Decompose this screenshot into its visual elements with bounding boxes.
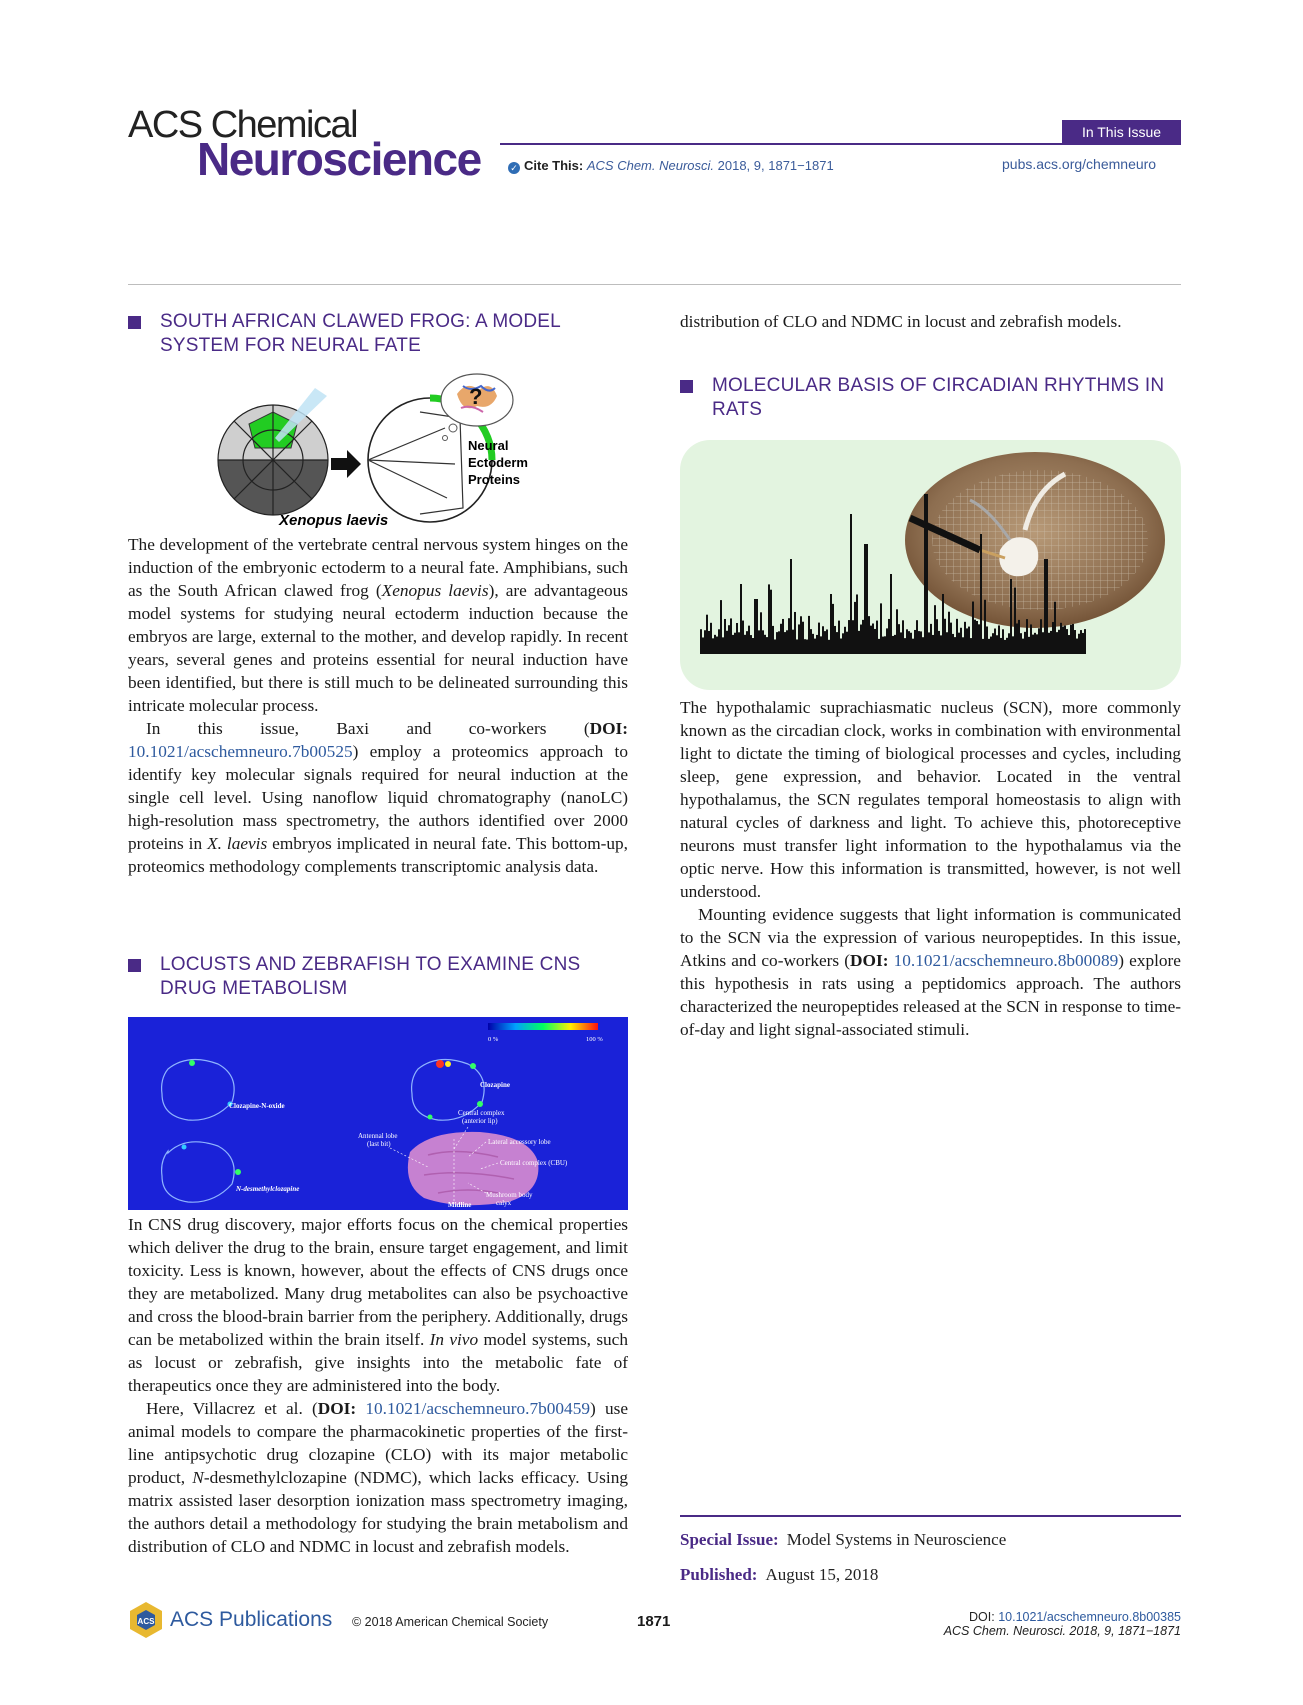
spectrum-peak [814,639,816,654]
spectrum-peak [752,638,754,654]
spectrum-peak [726,631,728,654]
spectrum-peak [1020,633,1022,654]
section1-body [128,533,628,878]
spectrum-peak [996,635,998,654]
spectrum-peak [1026,619,1028,654]
msi-brain-figure [128,1017,628,1210]
section2-paragraph-1 [128,1213,628,1397]
spectrum-peak [944,619,946,654]
spectrum-peak [960,628,962,654]
spectrum-peak [1084,629,1086,654]
section2-body-left [128,1213,628,1581]
label-clozapine: Clozapine [480,1081,510,1089]
spectrum-peak [742,621,744,654]
spectrum-peak [1036,634,1038,654]
label-lateral-accessory-lobe: Lateral accessory lobe [488,1138,551,1146]
label-antennal-lobe-2: (last bit) [367,1140,391,1148]
spectrum-peak [1014,588,1016,654]
section3-body [680,696,1181,1041]
species-name: Xenopus laevis [381,581,489,600]
spectrum-peak [1000,638,1002,654]
spectrum-peak [930,624,932,654]
spectrum-peak [1072,624,1074,654]
in-vivo-term: In vivo [429,1330,479,1349]
label-n-desmethylclozapine: N-desmethylclozapine [236,1185,300,1193]
spectrum-peak [1002,629,1004,654]
section-square-icon [128,316,141,329]
spectrum-peak [1046,559,1048,654]
spectrum-peak [772,626,774,654]
spectrum-peak [924,494,926,654]
label-central-complex-cbu: Central complex (CBU) [500,1159,568,1167]
spectrum-peak [774,639,776,654]
spectrum-peak [1008,633,1010,654]
spectrum-peak [746,631,748,654]
label-midline: Midline [448,1201,472,1209]
spectrum-peak [720,600,722,654]
question-mark: ? [469,384,483,409]
spectrum-peak [810,629,812,654]
spectrum-peak [780,624,782,654]
spectrum-peak [722,637,724,654]
spectrum-peak [794,612,796,654]
spectrum-peak [824,631,826,654]
spectrum-peak [776,632,778,654]
spectrum-peak [740,584,742,654]
spectrum-peak [724,619,726,654]
spectrum-peak [744,635,746,654]
spectrum-peak [1010,579,1012,654]
spectrum-peak [982,639,984,654]
spectrum-peak [1042,632,1044,654]
spectrum-peak [928,632,930,654]
spectrum-peak [976,621,978,654]
section2-body-continued [680,310,1181,333]
spectrum-peak [826,629,828,654]
spectrum-peak [872,623,874,654]
spectrum-peak [1080,630,1082,654]
header-bottom-rule [128,284,1181,285]
section-heading-frog [128,310,561,358]
spectrum-peak [932,635,934,654]
spectrum-peak [820,636,822,654]
spectrum-peak [800,616,802,654]
spectrum-peak [790,559,792,654]
text-run: ) use animal models to compare the pharmacokinetic properties of the first-line antipsychotic drug clozapine (CLO) with its major metabolic product, [128,1399,628,1487]
text-run: In CNS drug discovery, major efforts focus on the chemical properties which deliver the drug to the brain, ensure target engagement, and limit toxicity. Less is known, however, about the effects of CNS drugs once they are metabolized. Many drug metabolites can also be psychoactive and cross the blood-brain barrier from the periphery. Additionally, drugs can be metabolized within the brain itself. [128,1215,628,1349]
msi-background [128,1017,628,1210]
published-line [680,1565,878,1585]
spectrum-peak [718,629,720,654]
spectrum-peak [808,616,810,654]
spectrum-peak [822,626,824,654]
spectrum-peak [1018,620,1020,654]
footer-doi-label: DOI: [969,1610,995,1624]
spectrum-peak [778,631,780,654]
spectrum-peak [884,636,886,654]
spectrum-peak [864,544,866,654]
spectrum-peak [956,619,958,654]
spectrum-peak [948,612,950,654]
spectrum-peak [914,630,916,654]
journal-logo-top: ACS Chemical [128,104,358,146]
spectrum-peak [748,626,750,654]
spectrum-peak [1034,633,1036,654]
spectrum-peak [986,626,988,654]
spectrum-peak [738,632,740,654]
spectrum-peak [968,627,970,654]
doi-label: DOI: [589,719,628,738]
embryo-left [218,388,328,515]
spectrum-peak [1044,559,1046,654]
spectrum-peak [766,637,768,654]
spectrum-peak [878,639,880,654]
spectrum-peak [1052,622,1054,654]
spectrum-peak [910,633,912,654]
spectrum-peak [716,637,718,654]
spectrum-peak [990,637,992,654]
label-central-complex-lip-2: (anterior lip) [462,1117,498,1125]
spectrum-peak [868,616,870,654]
spectrum-peak [838,621,840,654]
text-run: ) employ a proteomics approach to identify key molecular signals required for neural induction at the single cell level. Using nanoflow liquid chromatography (nanoLC) high-resolution mass spectrometry, the authors identified over 2000 proteins in [128,742,628,853]
label-mushroom-body-2: calyx [496,1199,512,1207]
spectrum-peak [874,629,876,654]
spectrum-peak [1074,630,1076,654]
journal-url-link[interactable]: pubs.acs.org/chemneuro [1002,156,1157,172]
text-run: In this issue, Baxi and co-workers ( [146,719,590,738]
spectrum-peak [812,634,814,654]
spectrum-peak [936,619,938,654]
spectrum-peak [894,635,896,654]
label-central-complex-lip-1: Central complex [458,1109,505,1117]
spectrum-peak [994,629,996,654]
spectrum-peak [938,631,940,654]
doi-link-atkins[interactable]: 10.1021/acschemneuro.8b00089 [893,951,1119,970]
label-clozapine-n-oxide: Clozapine-N-oxide [229,1102,285,1110]
published-label: Published: [680,1565,758,1584]
spectrum-peak [926,494,928,654]
spectrum-peak [760,612,762,654]
heading-line-1: LOCUSTS AND ZEBRAFISH TO EXAMINE CNS [160,954,581,975]
text-run: Here, Villacrez et al. ( [146,1399,318,1418]
spectrum-peak [876,621,878,654]
copyright: © 2018 American Chemical Society [352,1615,549,1629]
spectrum-peak [1032,635,1034,654]
spectrum-peak [1030,624,1032,654]
spectrum-peak [900,632,902,654]
heading-line-2: RATS [712,399,763,420]
spectrum-peak [832,604,834,654]
spectrum-peak [1004,640,1006,654]
footer-doi [944,1610,1181,1638]
spectrum-peak [964,622,966,654]
spectrum-peak [908,631,910,654]
spectrum-peak [870,626,872,654]
spectrum-peak [736,623,738,654]
cite-reference[interactable]: 2018, 9, 1871−1871 [717,158,834,173]
spectrum-peak [1038,628,1040,654]
spectrum-peak [880,603,882,654]
label-antennal-lobe-1: Antennal lobe [358,1132,398,1140]
label-mushroom-body-1: Mushroom body [486,1191,533,1199]
heading-line-1: SOUTH AFRICAN CLAWED FROG: A MODEL [160,311,561,332]
spectrum-peak [896,609,898,654]
section2-paragraph-2 [128,1397,628,1581]
svg-text:ACS: ACS [137,1617,155,1626]
spectrum-peak [784,632,786,654]
spectrum-peak [916,620,918,654]
doi-label: DOI: [317,1399,357,1418]
special-issue-value: Model Systems in Neuroscience [786,1530,1007,1549]
text-run: Mounting evidence suggests that light information is communicated to the SCN via the expression of various neuropeptides. In this issue, Atkins and co-workers ( [680,905,1181,970]
text-run: -desmethylclozapine (NDMC), which lacks efficacy. Using matrix assisted laser desorption ionization mass spectrometry imaging, the authors detail a methodology for studying the brain metabolism and distribution of CLO and NDMC in locust and zebrafish models. [128,1468,628,1556]
spectrum-peak [796,639,798,654]
spectrum-peak [922,637,924,654]
text-run: model systems, such as locust or zebrafish, give insights into the metabolic fate of therapeutics once they are administered into the body. [128,1330,628,1395]
spectrum-peak [1058,630,1060,654]
spectrum-peak [1012,636,1014,654]
spectrum-peak [756,599,758,654]
spectrum-peak [840,638,842,654]
species-name: X. laevis [207,834,268,853]
spectrum-peak [1082,633,1084,654]
spectrum-peak [730,618,732,654]
spectrum-peak [972,602,974,654]
spectrum-peak [762,630,764,654]
spectrum-peak [898,624,900,654]
spectrum-peak [934,605,936,654]
spectrum-peak [846,632,848,654]
label-neural: Neural [468,438,509,453]
spectrum-peak [952,634,954,654]
footer-citation: ACS Chem. Neurosci. 2018, 9, 1871−1871 [943,1624,1181,1638]
spectrum-peak [860,625,862,654]
spectrum-peak [856,594,858,654]
section-heading-locust [128,953,580,1001]
section-heading-circadian [680,374,1164,422]
spectrum-peak [816,635,818,654]
spectrum-peak [828,640,830,654]
intensity-scale-bar [488,1023,598,1030]
spectrum-peak [700,629,702,654]
special-issue-rule [680,1515,1181,1517]
spectrum-peak [920,631,922,654]
spectrum-peak [706,615,708,654]
section1-paragraph-2 [128,717,628,878]
section2-paragraph-2-continued: distribution of CLO and NDMC in locust and zebrafish models. [680,312,1122,331]
spectrum-peak [1022,639,1024,654]
spectrum-peak [890,574,892,654]
spectrum-peak [970,638,972,654]
spectrum-peak [768,584,770,654]
spectrum-peak [848,620,850,654]
page-number: 1871 [637,1613,671,1630]
spectrum-peak [974,620,976,654]
special-issue-line [680,1530,1006,1550]
in-this-issue-badge: In This Issue [1062,120,1181,145]
label-ectoderm: Ectoderm [468,455,528,470]
spectrum-peak [988,639,990,654]
cite-line [508,158,834,174]
spectrum-peak [710,623,712,654]
spectrum-peak [1040,619,1042,654]
spectrum-peak [1048,633,1050,654]
spectrum-peak [912,639,914,654]
italic-n: N [192,1468,204,1487]
acs-hex-logo-icon [126,1600,166,1640]
spectrum-peak [1006,638,1008,654]
spectrum-peak [1070,625,1072,654]
spectrum-peak [854,602,856,654]
text-run: embryos implicated in neural fate. This bottom-up, proteomics methodology complements transcriptomic analysis data. [128,834,629,876]
footer-doi-link[interactable]: 10.1021/acschemneuro.8b00385 [998,1610,1181,1624]
spectrum-peak [834,626,836,654]
spectrum-peak [886,628,888,654]
spectrum-peak [978,624,980,654]
spectrum-peak [850,514,852,654]
figure-caption-xenopus: Xenopus laevis [279,512,389,529]
spectrum-peak [1066,629,1068,654]
section-square-icon [128,959,141,972]
spectrum-peak [892,636,894,654]
cite-journal[interactable]: ACS Chem. Neurosci. [586,158,715,173]
heading-line-2: SYSTEM FOR NEURAL FATE [160,335,421,356]
spectrum-peak [1076,639,1078,654]
spectrum-peak [764,635,766,654]
spectrum-peak [750,635,752,654]
spectrum-peak [954,637,956,654]
spectrum-peak [754,599,756,654]
spectrum-peak [782,619,784,654]
scale-min: 0 % [488,1036,499,1043]
spectrum-peak [802,622,804,654]
spectrum-peak [980,534,982,654]
spectrum-peak [852,620,854,654]
spectrum-peak [904,638,906,654]
spectrum-peak [1068,635,1070,654]
journal-logo-bottom: Neuroscience [197,133,481,185]
spectrum-peak [804,639,806,654]
acs-publications-link[interactable]: ACS Publications [170,1608,333,1631]
spectrum-peak [712,638,714,654]
spectrum-peak [786,630,788,654]
text-run: ) explore this hypothesis in rats using a peptidomics approach. The authors characterized the neuropeptides released at the SCN in response to time-of-day and light signal-associated stimuli. [680,951,1181,1039]
spectrum-peak [806,640,808,654]
xenopus-embryo-figure [215,368,545,530]
spectrum-peak [792,630,794,654]
doi-label: DOI: [850,951,889,970]
text-run: The development of the vertebrate central nervous system hinges on the induction of the embryonic ectoderm to a neural fate. Amphibians, such as the South African clawed frog ( [128,535,628,600]
spectrum-peak [1028,637,1030,654]
spectrum-peak [1016,623,1018,654]
spectrum-peak [1060,623,1062,654]
spectrum-peak [888,619,890,654]
spectrum-peak [950,623,952,654]
section3-paragraph-2 [680,903,1181,1041]
heading-line-1: MOLECULAR BASIS OF CIRCADIAN RHYTHMS IN [712,375,1165,396]
spectrum-peak [962,637,964,654]
section3-paragraph-1: The hypothalamic suprachiasmatic nucleus (SCN), more commonly known as the circadian clock, works in combination with environmental light to dictate the timing of biological processes and cycles, including sleep, gene expression, and behavior. Located in the ventral hypothalamus, the SCN regulates temporal homeostasis to align with natural cycles of darkness and light. To achieve this, photoreceptive neurons must transfer light information to the hypothalamus via the optic nerve. How this information is transmitted, however, is not well understood. [680,698,1181,901]
doi-link-baxi[interactable]: 10.1021/acschemneuro.7b00525 [128,742,353,761]
spectrum-peak [940,635,942,654]
spectrum-peak [708,631,710,654]
spectrum-peak [1054,602,1056,654]
spectrum-peak [728,625,730,654]
spectrum-peak [1056,632,1058,654]
spectrum-peak [942,594,944,654]
verified-check-icon: ✓ [508,162,520,174]
spectrum-peak [836,632,838,654]
spectrum-peak [902,620,904,654]
spectrum-peak [788,618,790,654]
arrow-right-icon [331,450,361,478]
spectrum-peak [732,635,734,654]
spectrum-peak [984,600,986,654]
section-square-icon [680,380,693,393]
special-issue-label: Special Issue: [680,1530,779,1549]
spectrum-peak [998,625,1000,654]
label-proteins: Proteins [468,472,521,487]
spectrum-peak [946,632,948,654]
scale-max: 100 % [586,1036,603,1043]
spectrum-peak [958,633,960,654]
spectrum-peak [966,628,968,654]
spectrum-peak [844,627,846,654]
published-value: August 15, 2018 [765,1565,879,1584]
spectrum-peak [770,590,772,654]
spectrum-peak [1050,631,1052,654]
spectrum-peak [906,629,908,654]
cite-label: Cite This: [524,158,584,173]
spectrum-peak [702,637,704,654]
spectrum-peak [882,637,884,654]
spectrum-peak [858,631,860,654]
doi-link-villacrez[interactable]: 10.1021/acschemneuro.7b00459 [365,1399,590,1418]
spectrum-peak [1078,634,1080,654]
spectrum-peak [1064,626,1066,654]
spectrum-peak [1024,632,1026,654]
text-run: ), are advantageous model systems for studying neural ectoderm induction because the embryos are large, external to the mother, and develop rapidly. In recent years, several genes and proteins essential for neural induction have been identified, but there is still much to be delineated surrounding this intricate molecular process. [128,581,628,715]
spectrum-peak [704,630,706,654]
spectrum-peak [818,623,820,654]
circadian-scn-figure [680,440,1181,690]
heading-line-2: DRUG METABOLISM [160,978,348,999]
spectrum-peak [798,624,800,654]
spectrum-peak [830,594,832,654]
section1-paragraph-1 [128,533,628,717]
spectrum-peak [862,620,864,654]
spectrum-peak [992,633,994,654]
spectrum-peak [842,633,844,654]
spectrum-peak [918,631,920,654]
spectrum-peak [734,633,736,654]
spectrum-peak [866,544,868,654]
spectrum-peak [1062,626,1064,654]
spectrum-peak [714,635,716,654]
spectrum-peak [758,630,760,654]
